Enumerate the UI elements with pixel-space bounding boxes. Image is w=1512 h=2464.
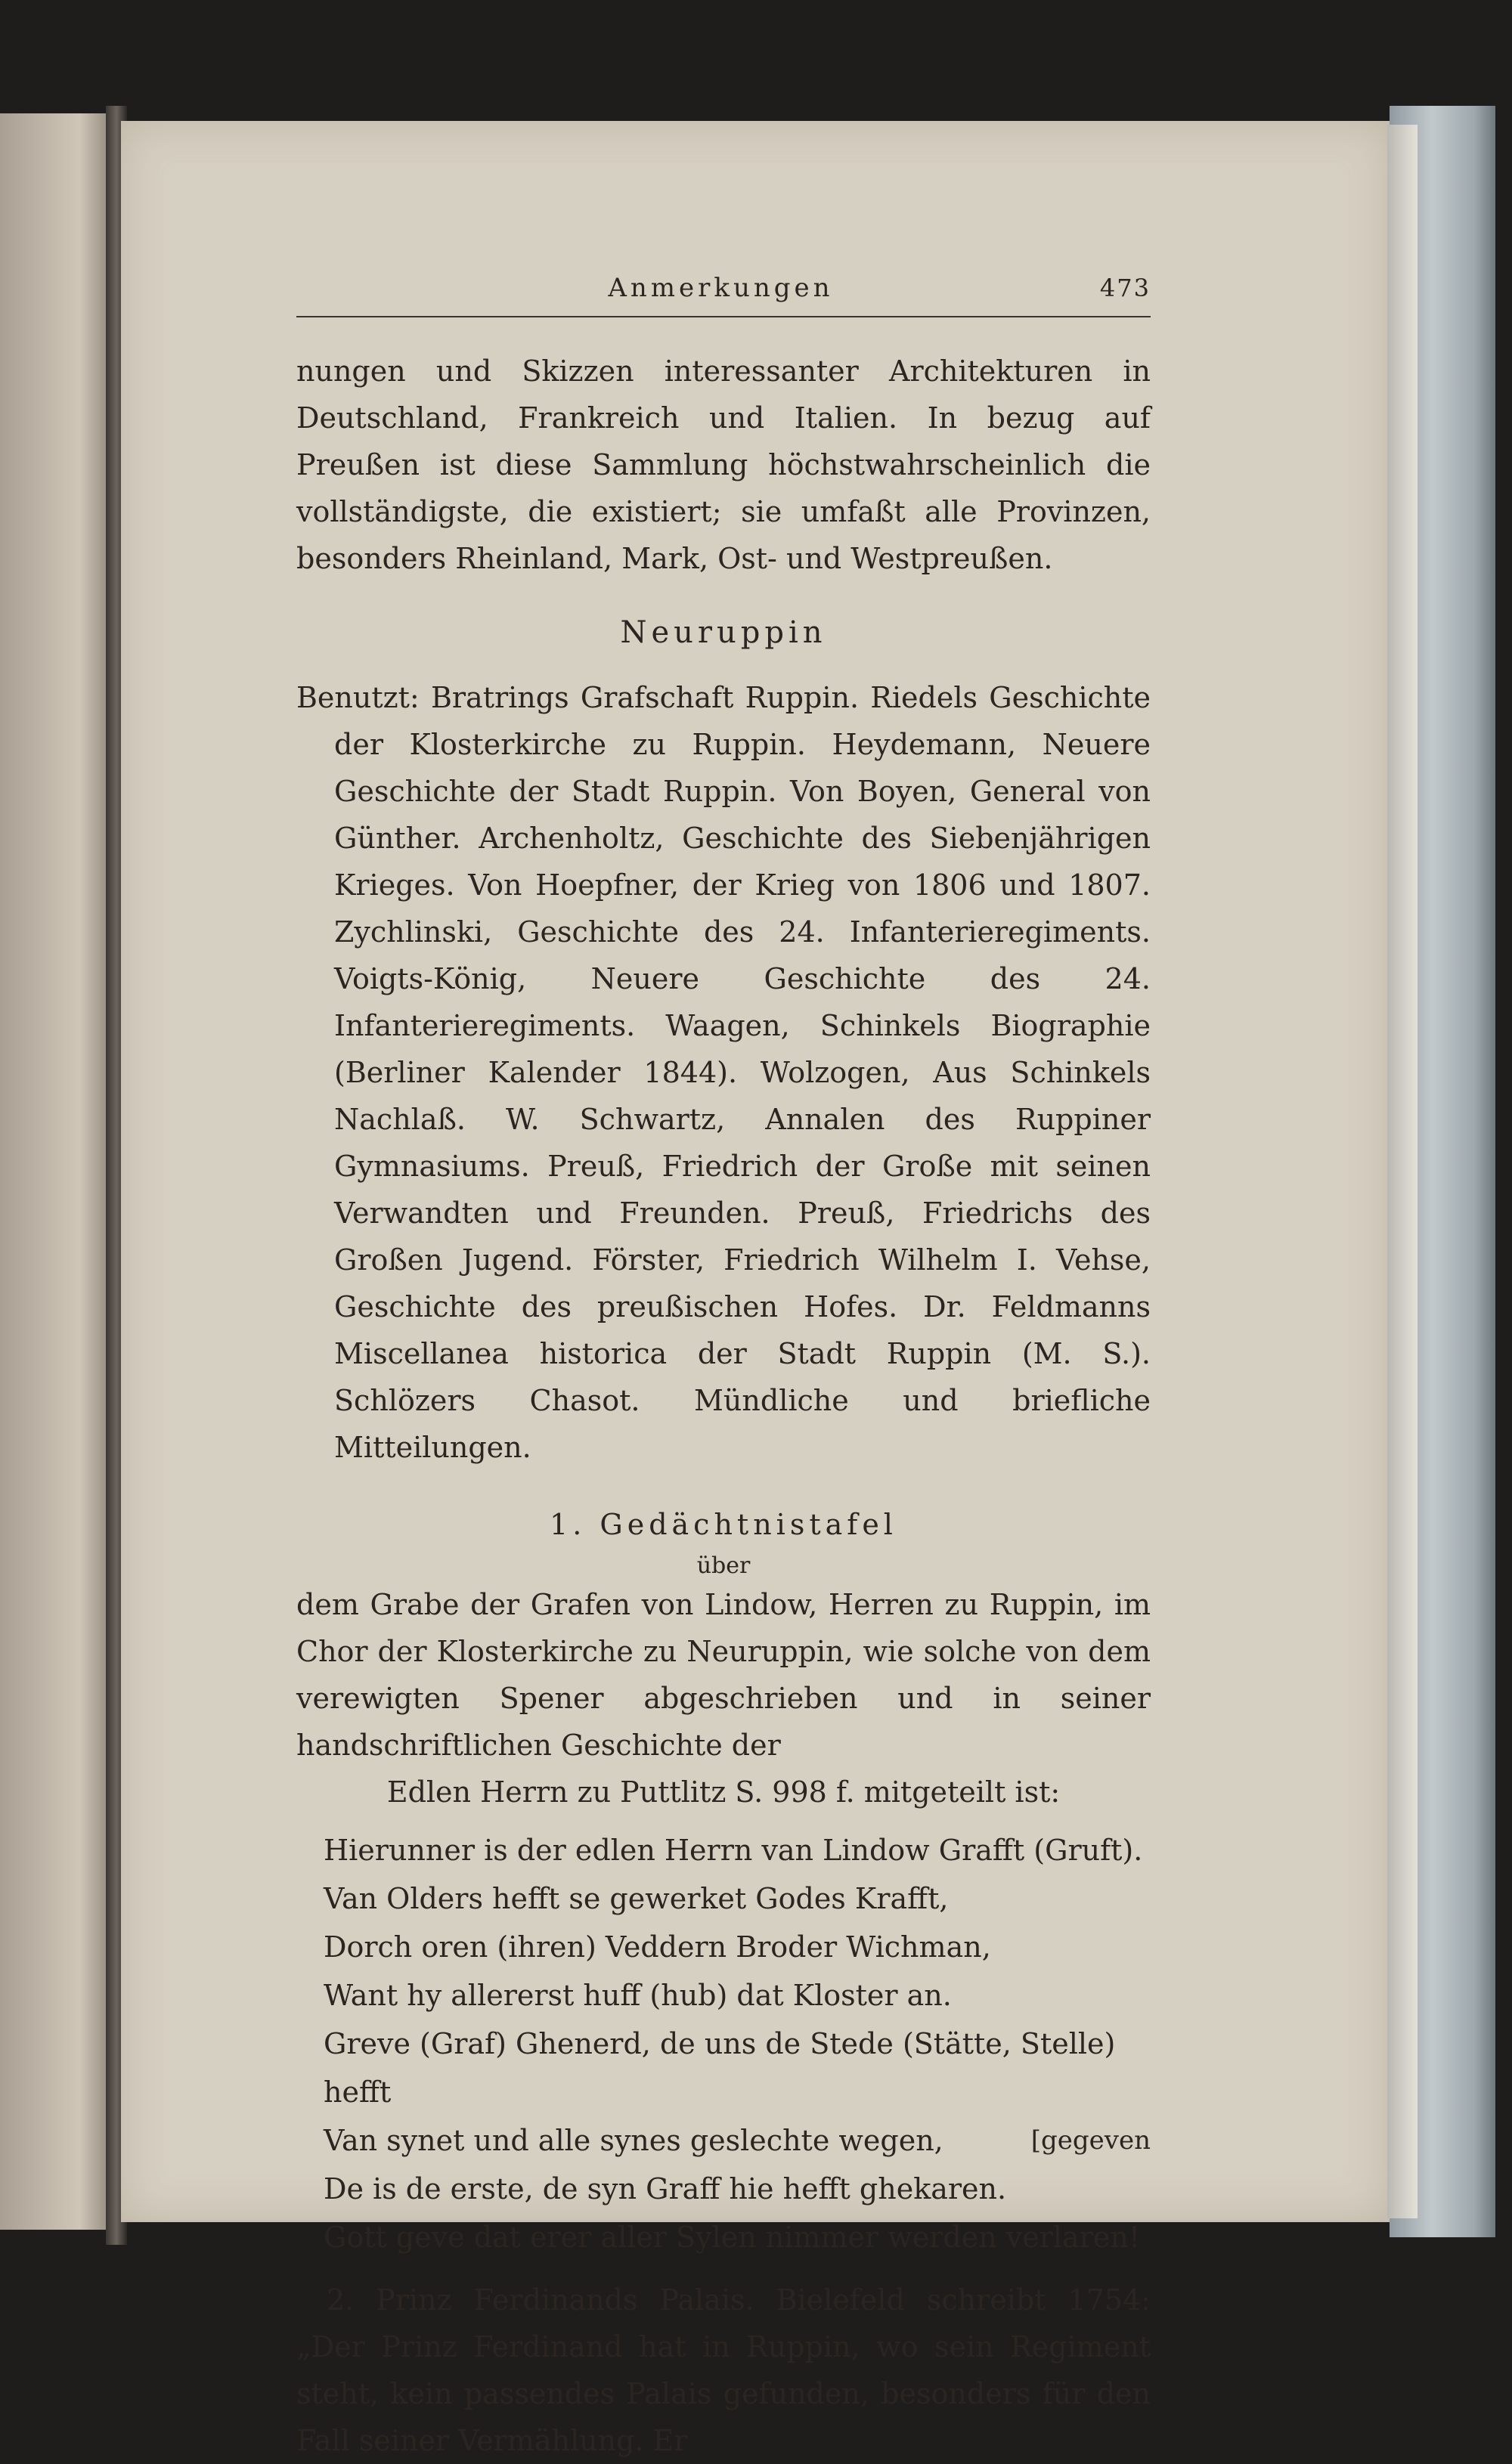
page-stack-edge	[1387, 125, 1418, 2218]
page-number: 473	[1099, 274, 1151, 302]
running-title: Anmerkungen	[608, 273, 834, 303]
note1-description: dem Grabe der Grafen von Lindow, Herren zu Ruppin, im Chor der Klosterkirche zu Neuruppin, wie solche von dem verewigten Spener abgeschrieben und in seiner handschriftlichen Geschichte der	[296, 1588, 1151, 1762]
running-header	[296, 272, 1151, 317]
left-page-edge	[0, 113, 113, 2230]
note1-ueber: über	[696, 1552, 751, 1579]
page-text	[296, 272, 1151, 2464]
note1-heading: 1. Gedächtnistafel	[550, 1508, 897, 1541]
verse-line: Dorch oren (ihren) Veddern Broder Wichman,	[324, 1930, 991, 1964]
verse-line: Hierunner is der edlen Herrn van Lindow Grafft (Gruft).	[324, 1834, 1143, 1867]
intro-paragraph: nungen und Skizzen interessanter Architekturen in Deutschland, Frankreich und Italien. In bezug auf Preußen ist diese Sammlung höchstwahrscheinlich die vollständigste, die existiert; sie umfaßt alle Provinzen, besonders Rheinland, Mark, Ost- und Westpreußen.	[296, 354, 1151, 575]
note2-paragraph: 2. Prinz Ferdinands Palais. Bielefeld schreibt 1754: „Der Prinz Ferdinand hat in Ruppin, wo sein Regiment steht, kein passendes Palais gefunden, besonders für den Fall seiner Vermählung. Er	[296, 2283, 1151, 2457]
verse-line: Gott geve dat erer aller Sylen nimmer werden verlaren!	[324, 2221, 1141, 2254]
note1-description-last: Edlen Herrn zu Puttlitz S. 998 f. mitgeteilt ist:	[386, 1775, 1061, 1809]
verse-line: Greve (Graf) Ghenerd, de uns de Stede (Stätte, Stelle) hefft	[324, 2027, 1116, 2109]
section-title: Neuruppin	[620, 615, 827, 650]
verse-line: De is de erste, de syn Graff hie hefft ghekaren.	[324, 2172, 1007, 2206]
sources-paragraph: Benutzt: Bratrings Grafschaft Ruppin. Riedels Geschichte der Klosterkirche zu Ruppin. Heydemann, Neuere Geschichte der Stadt Ruppin. Von Boyen, General von Günther. Archenholtz, Geschichte des Siebenjährigen Krieges. Von Hoepfner, der Krieg von 1806 und 1807. Zychlinski, Geschichte des 24. Infanterieregiments. Voigts-König, Neuere Geschichte des 24. Infanterieregiments. Waagen, Schinkels Biographie (Berliner Kalender 1844). Wolzogen, Aus Schinkels Nachlaß. W. Schwartz, Annalen des Ruppiner Gymnasiums. Preuß, Friedrich der Große mit seinen Verwandten und Freunden. Preuß, Friedrichs des Großen Jugend. Förster, Friedrich Wilhelm I. Vehse, Geschichte des preußischen Hofes. Dr. Feldmanns Miscellanea historica der Stadt Ruppin (M. S.). Schlözers Chasot. Mündliche und briefliche Mitteilungen.	[296, 681, 1151, 1464]
verse-line: Van synet und alle synes geslechte wegen,	[324, 2124, 943, 2157]
verse-line: Van Olders hefft se gewerket Godes Krafft,	[324, 1882, 949, 1915]
verse-line: Want hy allererst huff (hub) dat Kloster an.	[324, 1979, 952, 2012]
verse-bracket: [gegeven	[1030, 2125, 1151, 2156]
verse-block	[296, 1826, 1151, 2261]
